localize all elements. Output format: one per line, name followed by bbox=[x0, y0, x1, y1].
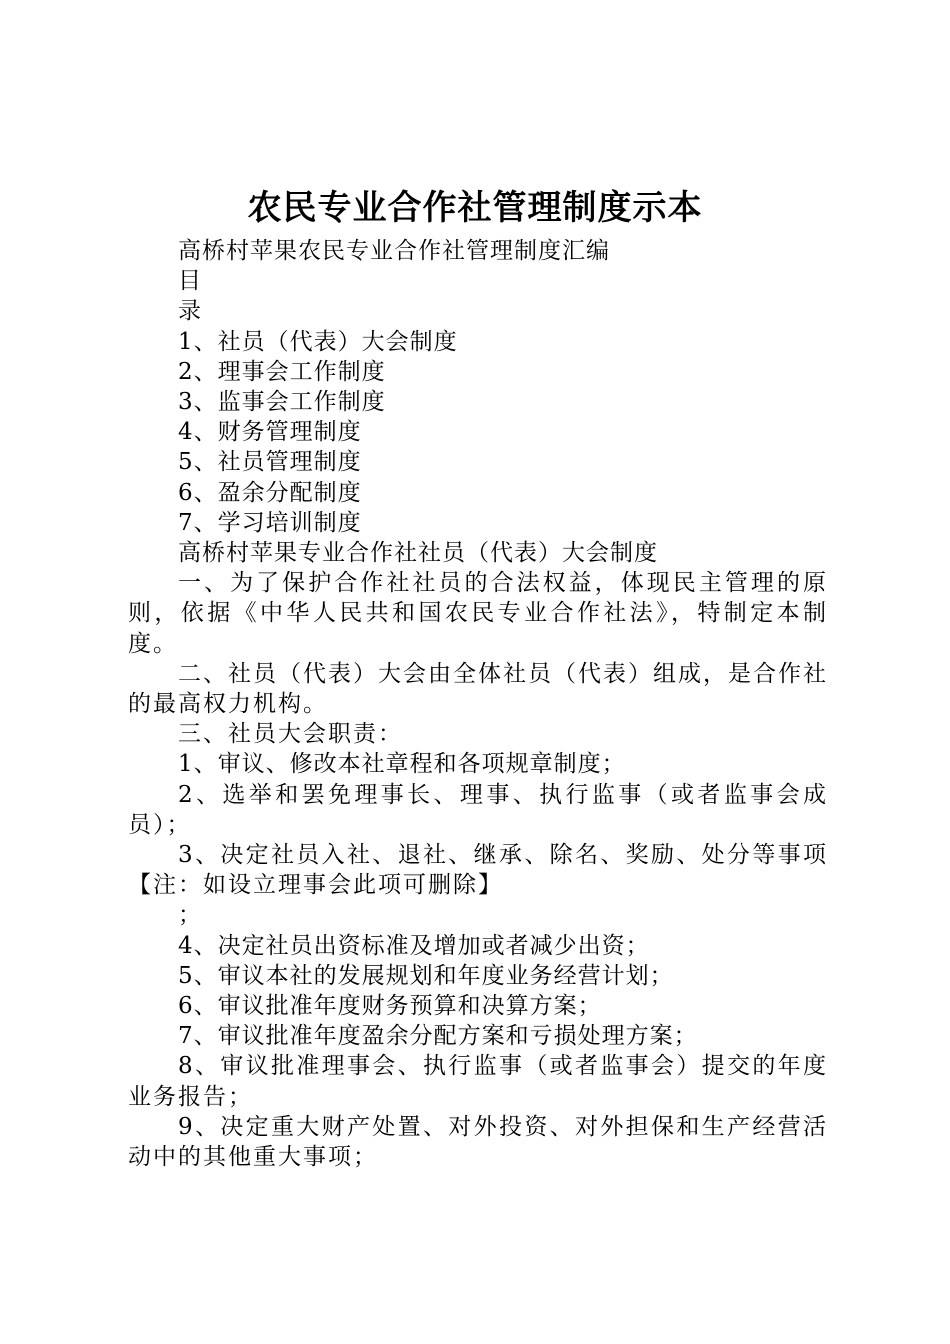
document-body bbox=[128, 236, 828, 1172]
document-title: 农民专业合作社管理制度示本 bbox=[247, 188, 703, 228]
duty-item: 4、决定社员出资标准及增加或者减少出资； bbox=[178, 932, 650, 959]
document-subtitle: 高桥村苹果农民专业合作社管理制度汇编 bbox=[178, 238, 610, 264]
duty-item: 3、决定社员入社、退社、继承、除名、奖励、处分等事项【注：如设立理事会此项可删除】 bbox=[128, 842, 828, 899]
paragraph-composition: 二、社员（代表）大会由全体社员（代表）组成，是合作社的最高权力机构。 bbox=[128, 660, 828, 718]
duty-item: 6、审议批准年度财务预算和决算方案； bbox=[178, 993, 602, 1020]
duty-item: 5、审议本社的发展规划和年度业务经营计划； bbox=[178, 962, 674, 989]
toc-heading-part-2: 录 bbox=[178, 298, 202, 325]
duty-item: 8、审议批准理事会、执行监事（或者监事会）提交的年度业务报告； bbox=[128, 1053, 828, 1110]
paragraph-duties-heading: 三、社员大会职责： bbox=[178, 721, 403, 748]
toc-item: 5、社员管理制度 bbox=[178, 449, 362, 476]
section-heading: 高桥村苹果专业合作社社员（代表）大会制度 bbox=[178, 540, 658, 567]
toc-item: 6、盈余分配制度 bbox=[178, 479, 362, 506]
toc-item: 2、理事会工作制度 bbox=[178, 358, 386, 385]
toc-item: 4、财务管理制度 bbox=[178, 419, 362, 446]
table-of-contents bbox=[128, 327, 828, 538]
duty-item: 7、审议批准年度盈余分配方案和亏损处理方案； bbox=[178, 1023, 698, 1050]
duty-item: 9、决定重大财产处置、对外投资、对外担保和生产经营活动中的其他重大事项； bbox=[128, 1113, 828, 1171]
toc-heading-part-1: 目 bbox=[178, 268, 202, 295]
duty-item: 1、审议、修改本社章程和各项规章制度； bbox=[178, 751, 626, 778]
toc-item: 7、学习培训制度 bbox=[178, 509, 362, 536]
toc-item: 3、监事会工作制度 bbox=[178, 389, 386, 416]
duty-item: 2、选举和罢免理事长、理事、执行监事（或者监事会成员）； bbox=[128, 781, 828, 838]
toc-item: 1、社员（代表）大会制度 bbox=[178, 328, 458, 355]
paragraph-purpose: 一、为了保护合作社社员的合法权益，体现民主管理的原则，依据《中华人民共和国农民专业合作社法》，特制定本制度。 bbox=[128, 570, 828, 657]
stray-semicolon: ； bbox=[178, 902, 203, 929]
